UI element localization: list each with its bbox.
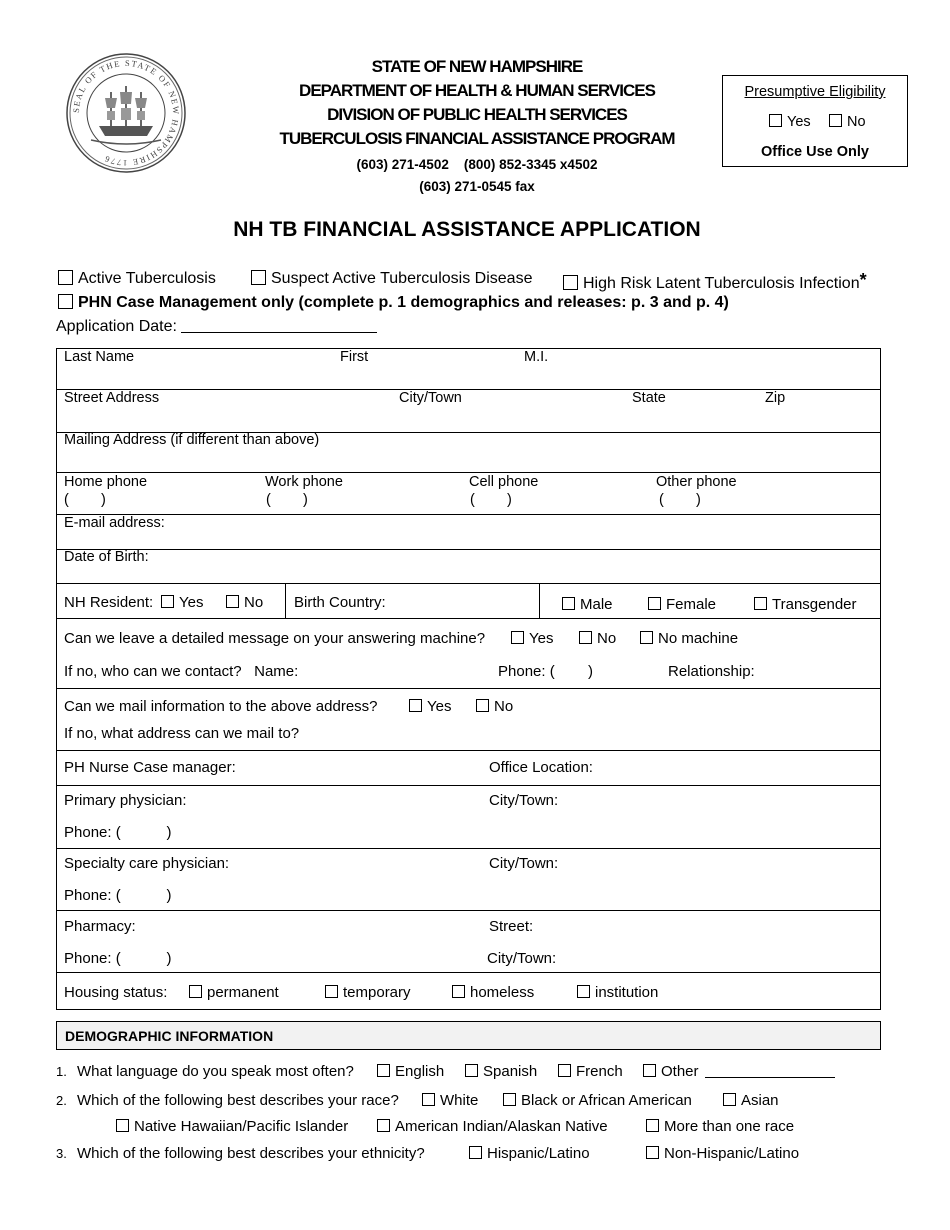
demographic-header-bar bbox=[56, 1021, 881, 1050]
q1-language-question: What language do you speak most often? bbox=[77, 1063, 354, 1080]
message-yes-label: Yes bbox=[529, 630, 554, 647]
nh-resident-label: NH Resident: bbox=[64, 594, 154, 611]
housing-homeless-checkbox[interactable] bbox=[452, 985, 465, 998]
primary-physician-label: Primary physician: bbox=[64, 792, 187, 809]
demographic-header: DEMOGRAPHIC INFORMATION bbox=[65, 1028, 274, 1044]
lang-french-option[interactable] bbox=[558, 1063, 623, 1080]
message-yes-checkbox[interactable] bbox=[511, 631, 524, 644]
lang-other-checkbox[interactable] bbox=[643, 1064, 656, 1077]
ethnicity-hispanic-option[interactable] bbox=[469, 1145, 590, 1162]
lang-spanish-label: Spanish bbox=[483, 1063, 538, 1080]
housing-temporary-checkbox[interactable] bbox=[325, 985, 338, 998]
housing-permanent-option[interactable] bbox=[189, 984, 279, 1001]
mail-yes-label: Yes bbox=[427, 698, 452, 715]
race-black-checkbox[interactable] bbox=[503, 1093, 516, 1106]
work-phone-paren: ( ) bbox=[266, 492, 308, 508]
high-risk-option[interactable] bbox=[563, 270, 867, 293]
asterisk: * bbox=[859, 270, 867, 290]
transgender-option[interactable] bbox=[754, 596, 857, 613]
application-date bbox=[56, 318, 377, 336]
active-tb-checkbox[interactable] bbox=[58, 270, 73, 285]
race-black-option[interactable] bbox=[503, 1092, 692, 1109]
housing-temporary-option[interactable] bbox=[325, 984, 411, 1001]
program-name: TUBERCULOSIS FINANCIAL ASSISTANCE PROGRAM bbox=[279, 129, 675, 148]
fax-number: (603) 271-0545 fax bbox=[419, 179, 535, 194]
active-tb-option[interactable] bbox=[58, 270, 216, 288]
home-phone-label: Home phone bbox=[64, 474, 148, 490]
application-date-label: Application Date: bbox=[56, 318, 177, 335]
eligibility-yes-label: Yes bbox=[787, 114, 811, 130]
eligibility-yes-option[interactable] bbox=[769, 114, 811, 130]
lang-spanish-option[interactable] bbox=[465, 1063, 537, 1080]
mail-yes-checkbox[interactable] bbox=[409, 699, 422, 712]
city-town-label: City/Town bbox=[399, 390, 462, 406]
q2-number: 2. bbox=[56, 1093, 67, 1108]
female-label: Female bbox=[666, 596, 717, 613]
eligibility-no-option[interactable] bbox=[829, 114, 866, 130]
female-checkbox[interactable] bbox=[648, 597, 661, 610]
race-asian-checkbox[interactable] bbox=[723, 1093, 736, 1106]
lang-french-checkbox[interactable] bbox=[558, 1064, 571, 1077]
eligibility-yes-checkbox[interactable] bbox=[769, 114, 782, 127]
housing-status-label: Housing status: bbox=[64, 984, 168, 1001]
no-machine-checkbox[interactable] bbox=[640, 631, 653, 644]
housing-institution-checkbox[interactable] bbox=[577, 985, 590, 998]
eligibility-no-checkbox[interactable] bbox=[829, 114, 842, 127]
housing-temporary-label: temporary bbox=[343, 984, 411, 1001]
active-tb-label: Active Tuberculosis bbox=[78, 270, 216, 287]
relationship-label: Relationship: bbox=[668, 663, 755, 680]
message-no-label: No bbox=[597, 630, 617, 647]
lang-english-option[interactable] bbox=[377, 1063, 444, 1080]
specialty-city-label: City/Town: bbox=[489, 855, 559, 872]
lang-english-checkbox[interactable] bbox=[377, 1064, 390, 1077]
seal-text: SEAL OF THE STATE OF NEW HAMPSHIRE 1776 bbox=[70, 57, 182, 169]
ethnicity-non-hispanic-checkbox[interactable] bbox=[646, 1146, 659, 1159]
race-more-label: More than one race bbox=[664, 1118, 795, 1135]
no-machine-option[interactable] bbox=[640, 630, 738, 647]
race-more-checkbox[interactable] bbox=[646, 1119, 659, 1132]
mail-question: Can we mail information to the above address? bbox=[64, 698, 378, 715]
race-more-option[interactable] bbox=[646, 1118, 794, 1135]
last-name-label: Last Name bbox=[64, 349, 135, 365]
pharmacy-phone-label: Phone: ( ) bbox=[64, 950, 172, 967]
zip-label: Zip bbox=[765, 390, 786, 406]
race-white-option[interactable] bbox=[422, 1092, 478, 1109]
high-risk-label: High Risk Latent Tuberculosis Infection bbox=[583, 275, 860, 292]
home-phone-paren: ( ) bbox=[64, 492, 106, 508]
high-risk-checkbox[interactable] bbox=[563, 275, 578, 290]
message-question: Can we leave a detailed message on your answering machine? bbox=[64, 630, 486, 647]
suspect-tb-option[interactable] bbox=[251, 270, 532, 288]
nh-resident-yes-option[interactable] bbox=[161, 594, 203, 611]
race-white-label: White bbox=[440, 1092, 479, 1109]
q3-ethnicity-question: Which of the following best describes your ethnicity? bbox=[77, 1145, 425, 1162]
mailing-address-label: Mailing Address (if different than above) bbox=[64, 432, 320, 448]
email-label: E-mail address: bbox=[64, 515, 165, 531]
housing-institution-option[interactable] bbox=[577, 984, 658, 1001]
eligibility-box bbox=[722, 75, 908, 167]
phn-option[interactable] bbox=[58, 294, 729, 312]
specialty-physician-label: Specialty care physician: bbox=[64, 855, 230, 872]
race-american-indian-option[interactable] bbox=[377, 1118, 608, 1135]
nh-resident-no-option[interactable] bbox=[226, 594, 263, 611]
work-phone-label: Work phone bbox=[265, 474, 343, 490]
cell-phone-label: Cell phone bbox=[469, 474, 539, 490]
state-label: State bbox=[632, 390, 666, 406]
male-label: Male bbox=[580, 596, 613, 613]
race-american-indian-label: American Indian/Alaskan Native bbox=[395, 1118, 608, 1135]
other-phone-paren: ( ) bbox=[659, 492, 701, 508]
mi-label: M.I. bbox=[524, 349, 549, 365]
nurse-case-manager-label: PH Nurse Case manager: bbox=[64, 759, 236, 776]
housing-homeless-label: homeless bbox=[470, 984, 535, 1001]
race-asian-label: Asian bbox=[741, 1092, 779, 1109]
first-name-label: First bbox=[340, 349, 369, 365]
contact-phone-label: Phone: ( ) bbox=[498, 663, 594, 680]
primary-city-label: City/Town: bbox=[489, 792, 559, 809]
seal-graphic bbox=[65, 52, 187, 174]
application-date-line[interactable] bbox=[181, 318, 377, 333]
phn-checkbox[interactable] bbox=[58, 294, 73, 309]
race-hawaiian-option[interactable] bbox=[116, 1118, 348, 1135]
other-phone-label: Other phone bbox=[656, 474, 737, 490]
office-location-label: Office Location: bbox=[489, 759, 593, 776]
lang-other-label: Other bbox=[661, 1063, 699, 1080]
phone-numbers bbox=[227, 157, 727, 172]
race-white-checkbox[interactable] bbox=[422, 1093, 435, 1106]
message-yes-option[interactable] bbox=[511, 630, 553, 647]
phone-toll-free: (800) 852-3345 x4502 bbox=[463, 157, 598, 172]
ethnicity-hispanic-label: Hispanic/Latino bbox=[487, 1145, 590, 1162]
phone-main: (603) 271-4502 bbox=[356, 157, 449, 172]
pharmacy-city-label: City/Town: bbox=[487, 950, 557, 967]
lang-other-option[interactable] bbox=[643, 1063, 835, 1080]
pharmacy-street-label: Street: bbox=[489, 918, 534, 935]
phn-label: PHN Case Management only (complete p. 1 demographics and releases: p. 3 and p. 4) bbox=[78, 294, 729, 311]
lang-spanish-checkbox[interactable] bbox=[465, 1064, 478, 1077]
suspect-tb-checkbox[interactable] bbox=[251, 270, 266, 285]
q3-number: 3. bbox=[56, 1146, 67, 1161]
state-name: STATE OF NEW HAMPSHIRE bbox=[371, 57, 583, 76]
eligibility-no-label: No bbox=[847, 114, 866, 130]
ethnicity-hispanic-checkbox[interactable] bbox=[469, 1146, 482, 1159]
mail-no-option[interactable] bbox=[476, 698, 513, 715]
race-hawaiian-checkbox[interactable] bbox=[116, 1119, 129, 1132]
nh-resident-yes-label: Yes bbox=[179, 594, 204, 611]
message-no-checkbox[interactable] bbox=[579, 631, 592, 644]
housing-permanent-label: permanent bbox=[207, 984, 279, 1001]
nh-resident-yes-checkbox[interactable] bbox=[161, 595, 174, 608]
race-hawaiian-label: Native Hawaiian/Pacific Islander bbox=[134, 1118, 349, 1135]
mail-no-label: No bbox=[494, 698, 514, 715]
alt-mail-address-label: If no, what address can we mail to? bbox=[64, 725, 300, 742]
ethnicity-non-hispanic-label: Non-Hispanic/Latino bbox=[664, 1145, 800, 1162]
race-asian-option[interactable] bbox=[723, 1092, 779, 1109]
housing-homeless-option[interactable] bbox=[452, 984, 534, 1001]
state-seal bbox=[65, 52, 187, 174]
nh-resident-no-label: No bbox=[244, 594, 264, 611]
housing-permanent-checkbox[interactable] bbox=[189, 985, 202, 998]
q1-number: 1. bbox=[56, 1064, 67, 1079]
lang-english-label: English bbox=[395, 1063, 445, 1080]
housing-institution-label: institution bbox=[595, 984, 659, 1001]
street-address-label: Street Address bbox=[64, 390, 160, 406]
office-use-only: Office Use Only bbox=[761, 144, 869, 160]
contact-name-label: If no, who can we contact? Name: bbox=[64, 663, 299, 680]
ethnicity-non-hispanic-option[interactable] bbox=[646, 1145, 799, 1162]
pharmacy-label: Pharmacy: bbox=[64, 918, 136, 935]
suspect-tb-label: Suspect Active Tuberculosis Disease bbox=[271, 270, 533, 287]
message-no-option[interactable] bbox=[579, 630, 616, 647]
eligibility-title: Presumptive Eligibility bbox=[744, 84, 886, 100]
race-american-indian-checkbox[interactable] bbox=[377, 1119, 390, 1132]
dob-label: Date of Birth: bbox=[64, 549, 149, 565]
male-checkbox[interactable] bbox=[562, 597, 575, 610]
race-black-label: Black or African American bbox=[521, 1092, 692, 1109]
nh-resident-no-checkbox[interactable] bbox=[226, 595, 239, 608]
transgender-label: Transgender bbox=[772, 596, 857, 613]
mail-yes-option[interactable] bbox=[409, 698, 451, 715]
no-machine-label: No machine bbox=[658, 630, 739, 647]
lang-french-label: French bbox=[576, 1063, 623, 1080]
male-option[interactable] bbox=[562, 596, 613, 613]
form-title: NH TB FINANCIAL ASSISTANCE APPLICATION bbox=[233, 218, 701, 241]
mail-no-checkbox[interactable] bbox=[476, 699, 489, 712]
birth-country-label: Birth Country: bbox=[294, 594, 386, 611]
cell-phone-paren: ( ) bbox=[470, 492, 512, 508]
lang-other-line[interactable] bbox=[705, 1063, 835, 1078]
female-option[interactable] bbox=[648, 596, 716, 613]
q2-race-question: Which of the following best describes your race? bbox=[77, 1092, 399, 1109]
department-name: DEPARTMENT OF HEALTH & HUMAN SERVICES bbox=[299, 81, 655, 100]
transgender-checkbox[interactable] bbox=[754, 597, 767, 610]
specialty-phone-label: Phone: ( ) bbox=[64, 887, 172, 904]
primary-phone-label: Phone: ( ) bbox=[64, 824, 172, 841]
division-name: DIVISION OF PUBLIC HEALTH SERVICES bbox=[327, 105, 627, 124]
